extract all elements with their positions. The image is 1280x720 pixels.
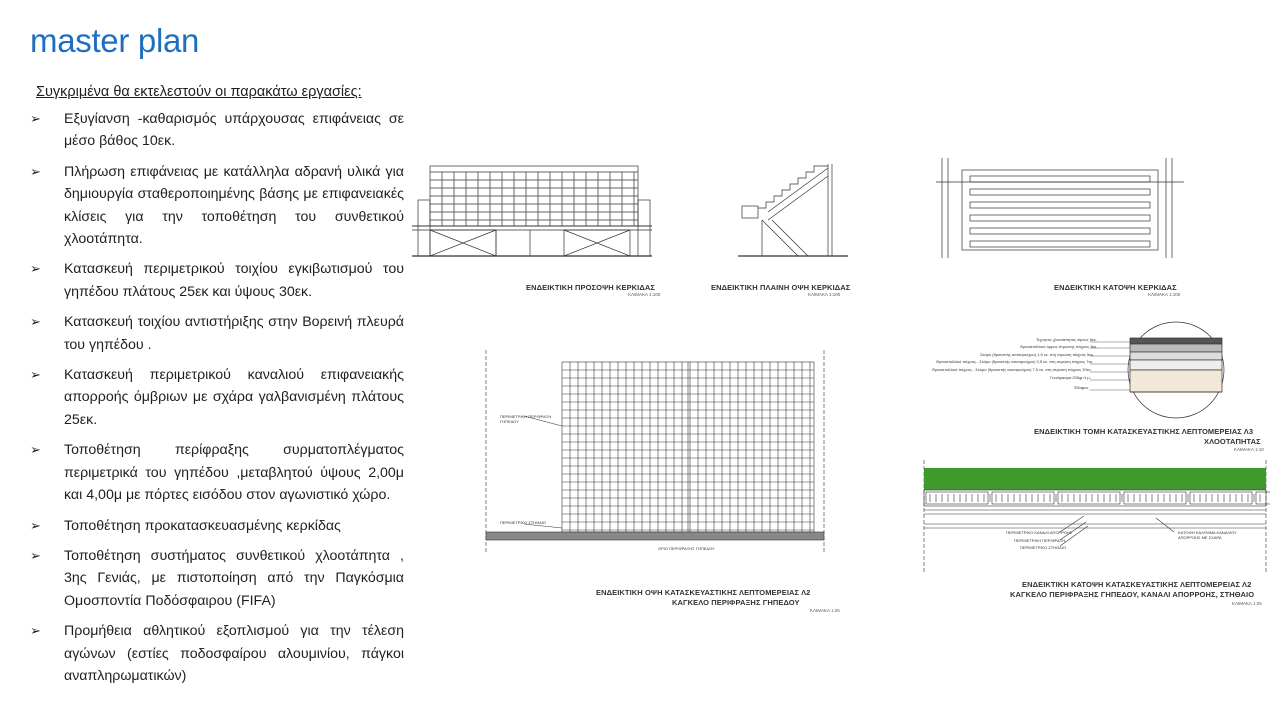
- grandstand-side-elevation-drawing: [738, 160, 848, 260]
- arrow-bullet-icon: ➢: [30, 442, 41, 458]
- plan-scale: ΚΛΙΜΑΚΑ 1:100: [1148, 292, 1181, 297]
- fence-scale: ΚΛΙΜΑΚΑ 1:25: [810, 608, 840, 613]
- list-item: [30, 161, 404, 251]
- side-elevation-scale: ΚΛΙΜΑΚΑ 1:100: [808, 292, 841, 297]
- list-item: [30, 545, 404, 612]
- arrow-bullet-icon: ➢: [30, 111, 41, 126]
- arrow-bullet-icon: ➢: [30, 517, 41, 533]
- list-item: [30, 311, 404, 356]
- list-item: [30, 439, 404, 506]
- arrow-bullet-icon: ➢: [30, 261, 41, 277]
- task-text: Τοποθέτηση περίφραξης συρματοπλέγματος περιμετρικά του γηπέδου ,μεταβλητού ύψους 2,00μ και 4,00μ με πόρτες εισόδου στον αγωνιστικό χώρο.: [64, 442, 404, 504]
- task-text: Τοποθέτηση συστήματος συνθετικού χλοοτάπητα , 3ης Γενιάς, με πιστοποίηση από την Παγκόσμια Ομοσποντία Ποδόσφαιρου (FIFA): [64, 547, 404, 609]
- grandstand-front-elevation-drawing: [412, 160, 662, 260]
- channel-label-1: ΠΕΡΙΜΕΤΡΙΚΟ ΚΑΝΑΛΙ ΑΠΟΡΡΟΗΣ: [1006, 530, 1073, 535]
- grandstand-plan-drawing: [936, 156, 1184, 260]
- task-text: Κατασκευή τοιχίου αντιστήριξης στην Βορεινή πλευρά του γηπέδου .: [64, 314, 404, 353]
- intro-text: Συγκριμένα θα εκτελεστούν οι παρακάτω εργασίες:: [36, 84, 362, 100]
- task-text: Εξυγίανση -καθαρισμός υπάρχουσας επιφάνειας σε μέσο βάθος 10εκ.: [64, 111, 404, 150]
- list-item: [30, 620, 404, 687]
- page-title: master plan: [30, 22, 200, 59]
- channel-caption-line1: ΕΝΔΕΙΚΤΙΚΗ ΚΑΤΟΨΗ ΚΑΤΑΣΚΕΥΑΣΤΙΚΗΣ ΛΕΠΤΟΜΕΡΕΙΑΣ Λ2: [1022, 580, 1252, 589]
- arrow-bullet-icon: ➢: [30, 547, 41, 563]
- task-text: Πλήρωση επιφάνειας με κατάλληλα αδρανή υλικά για δημιουργία σταθεροποιημένης βάσης με επιφανειακές κλίσεις για την τοποθέτηση του συνθετικού χλοοτάπητα.: [64, 163, 404, 248]
- section-scale: ΚΛΙΜΑΚΑ 1:10: [1234, 447, 1264, 452]
- section-label-1: Τεχνητός χλοοτάπητας ύψους 6εκ.: [1036, 337, 1097, 342]
- arrow-bullet-icon: ➢: [30, 623, 41, 639]
- arrow-bullet-icon: ➢: [30, 314, 41, 330]
- list-item: [30, 258, 404, 303]
- channel-label-3: ΠΕΡΙΜΕΤΡΙΚΟ ΣΤΗΘΑΙΟ: [1020, 545, 1067, 550]
- front-elevation-caption: ΕΝΔΕΙΚΤΙΚΗ ΠΡΟΣΟΨΗ ΚΕΡΚΙΔΑΣ: [526, 283, 655, 292]
- section-label-3: Σκύρο (θραυστής ασοπρούχου) 1,5 εκ. στη στρώση πάχους 5εκ.: [980, 352, 1095, 357]
- section-label-7: Έδαφος: [1074, 385, 1089, 390]
- list-item: [30, 364, 404, 431]
- section-label-6: Γεωύφασμα 200gr./τ.μ.: [1050, 375, 1091, 380]
- turf-section-drawing: [1090, 320, 1240, 424]
- channel-label-right: ΚΑΤΟΨΗ ΚΑΛΥΜΜΑ ΚΑΝΑΛΙΟΥ ΑΠΟΡΡΟΗΣ ΜΕ ΣΧΑΡΑ: [1178, 530, 1237, 540]
- task-list: [30, 108, 404, 695]
- channel-caption-line2: ΚΑΓΚΕΛΟ ΠΕΡΙΦΡΑΞΗΣ ΓΗΠΕΔΟΥ, ΚΑΝΑΛΙ ΑΠΟΡΡΟΗΣ, ΣΤΗΘΑΙΟ: [1010, 590, 1255, 599]
- list-item: [30, 108, 404, 153]
- section-caption-line1: ΕΝΔΕΙΚΤΙΚΗ ΤΟΜΗ ΚΑΤΑΣΚΕΥΑΣΤΙΚΗΣ ΛΕΠΤΟΜΕΡΕΙΑΣ Λ3: [1034, 427, 1254, 436]
- list-item: [30, 515, 404, 537]
- task-text: Τοποθέτηση προκατασκευασμένης κερκίδας: [64, 517, 341, 534]
- plan-caption: ΕΝΔΕΙΚΤΙΚΗ ΚΑΤΟΨΗ ΚΕΡΚΙΔΑΣ: [1054, 283, 1177, 292]
- channel-plan-drawing: [920, 458, 1270, 574]
- fence-label-bottom: ΠΕΡΙΜΕΤΡΙΚΟ ΣΤΗΘΑΙΟ: [500, 520, 547, 525]
- section-label-2: Θραυστοϋλικό άμμος στρώσης πάχους 3εκ.: [1020, 344, 1098, 349]
- section-label-4: Θραυστοϋλικό πάχους - Σκύρο (θραυστής ασοπρούχου) 3,5 εκ. στη στρώση πάχους 7εκ.: [936, 359, 1094, 364]
- section-caption-line2: ΧΛΟΟΤΑΠΗΤΑΣ: [1204, 437, 1261, 446]
- front-elevation-scale: ΚΛΙΜΑΚΑ 1:100: [628, 292, 661, 297]
- section-label-5: Θραυστοϋλικό πάχους - Σκύρο (θραυστής ασοπρούχου) 7,5 εκ. στη στρώση πάχους 20εκ.: [932, 367, 1092, 372]
- fence-caption-line1: ΕΝΔΕΙΚΤΙΚΗ ΟΨΗ ΚΑΤΑΣΚΕΥΑΣΤΙΚΗΣ ΛΕΠΤΟΜΕΡΕΙΑΣ Λ2: [596, 588, 811, 597]
- fence-label-top: ΠΕΡΙΜΕΤΡΙΚΗ ΠΕΡΙΦΡΑΞΗ ΓΗΠΕΔΟΥ: [500, 414, 552, 424]
- channel-label-2: ΠΕΡΙΜΕΤΡΙΚΗ ΠΕΡΙΦΡΑΞΗ: [1014, 538, 1066, 543]
- task-text: Κατασκευή περιμετρικού τοιχίου εγκιβωτισμού του γηπέδου πλάτους 25εκ και ύψους 30εκ.: [64, 261, 404, 300]
- task-text: Προμήθεια αθλητικού εξοπλισμού για την τέλεση αγώνων (εστίες ποδοσφαίρου αλουμινίου, πάγκοι αναπληρωματικών): [64, 623, 404, 684]
- arrow-bullet-icon: ➢: [30, 163, 41, 179]
- fence-label-ground: ΟΡΙΟ ΠΕΡΙΦΡΑΞΗΣ ΓΗΠΕΔΟΥ: [658, 546, 715, 551]
- fence-caption-line2: ΚΑΓΚΕΛΟ ΠΕΡΙΦΡΑΞΗΣ ΓΗΠΕΔΟΥ: [672, 598, 800, 607]
- side-elevation-caption: ΕΝΔΕΙΚΤΙΚΗ ΠΛΑΙΝΗ ΟΨΗ ΚΕΡΚΙΔΑΣ: [711, 283, 851, 292]
- arrow-bullet-icon: ➢: [30, 367, 41, 383]
- channel-scale: ΚΛΙΜΑΚΑ 1:25: [1232, 601, 1262, 606]
- task-text: Κατασκευή περιμετρικού καναλιού επιφανειακής απορροής όμβριων με σχάρα γαλβανισμένη πλάτους 25εκ.: [64, 367, 404, 428]
